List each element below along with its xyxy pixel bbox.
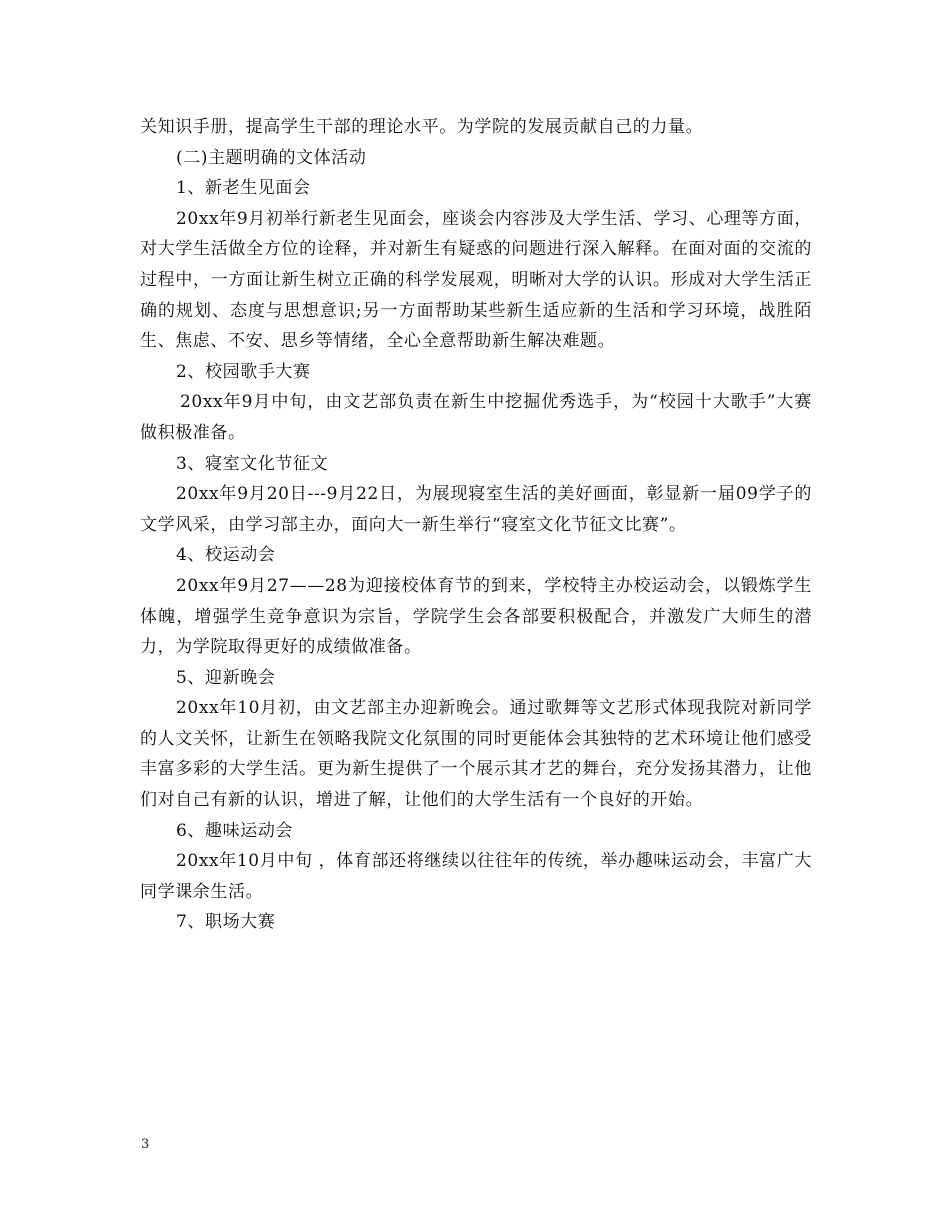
document-body: [140, 112, 812, 938]
item-heading: 7、职场大赛: [176, 912, 276, 933]
item-heading: 1、新老生见面会: [176, 178, 311, 199]
item-heading: 6、趣味运动会: [176, 820, 294, 841]
page-number: 3: [141, 1137, 150, 1152]
item-heading: 5、迎新晚会: [176, 667, 276, 688]
item-heading: 2、校园歌手大赛: [176, 361, 311, 382]
section-heading: (二)主题明确的文体活动: [176, 147, 367, 168]
paragraph-continuation: 关知识手册，提高学生干部的理论水平。为学院的发展贡献自己的力量。: [140, 117, 704, 137]
paragraph: 20xx年10月初，由文艺部主办迎新晚会。通过歌舞等文艺形式体现我院对新同学的人文关怀，让新生在领略我院文化氛围的同时更能体会其独特的艺术环境让他们感受丰富多彩的大学生活。更为新生提供了一个展示其才艺的舞台，充分发扬其潜力，让他们对自己有新的认识，增进了解，让他们的大学生活有一个良好的开始。: [140, 698, 812, 811]
item-heading: 4、校运动会: [176, 545, 276, 566]
paragraph: 20xx年10月中旬 ，体育部还将继续以往往年的传统，举办趣味运动会，丰富广大同学课余生活。: [140, 851, 812, 902]
paragraph: 20xx年9月中旬，由文艺部负责在新生中挖掘优秀选手，为“校园十大歌手”大赛做积极准备。: [140, 392, 812, 443]
item-heading: 3、寝室文化节征文: [176, 453, 329, 474]
paragraph: 20xx年9月27——28为迎接校体育节的到来，学校特主办校运动会，以锻炼学生体魄，增强学生竞争意识为宗旨，学院学生会各部要积极配合，并激发广大师生的潜力，为学院取得更好的成绩做准备。: [140, 575, 812, 658]
paragraph: 20xx年9月20日---9月22日，为展现寝室生活的美好画面，彰显新一届09学子的文学风采，由学习部主办，面向大一新生举行“寝室文化节征文比赛”。: [140, 484, 812, 535]
paragraph: 20xx年9月初举行新老生见面会，座谈会内容涉及大学生活、学习、心理等方面，对大学生活做全方位的诠释，并对新生有疑惑的问题进行深入解释。在面对面的交流的过程中，一方面让新生树立正确的科学发展观，明晰对大学的认识。形成对大学生活正确的规划、态度与思想意识;另一方面帮助某些新生适应新的生活和学习环境，战胜陌生、焦虑、不安、思乡等情绪，全心全意帮助新生解决难题。: [140, 208, 812, 352]
